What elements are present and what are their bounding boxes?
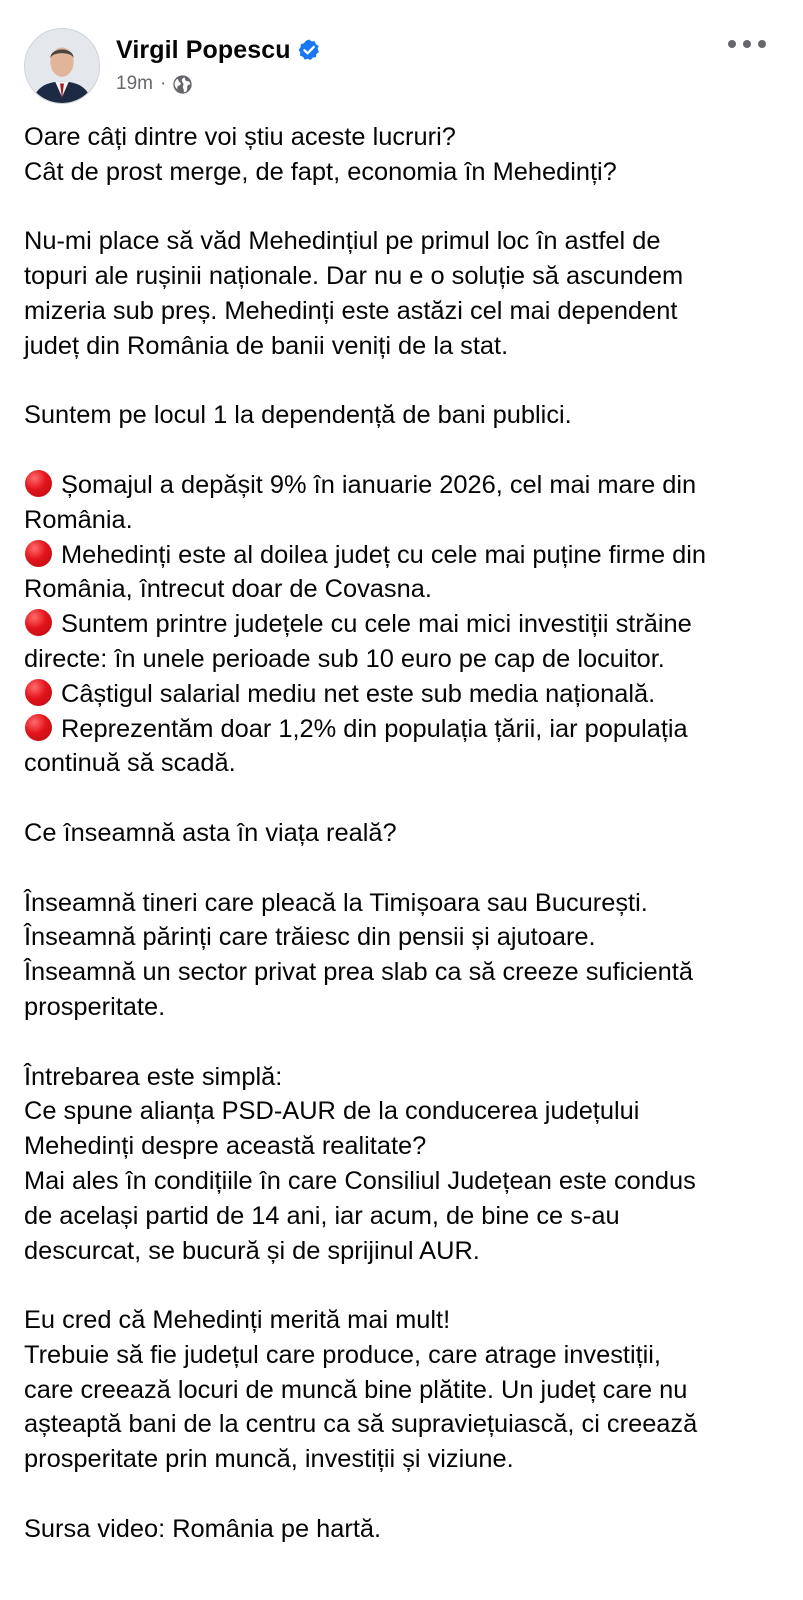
bullet-item	[24, 538, 784, 573]
post-text-line: Înseamnă un sector privat prea slab ca să creeze suficientă	[24, 958, 693, 987]
post-text-line: prosperitate.	[24, 992, 166, 1021]
red-circle-icon	[25, 679, 52, 706]
paragraph-gap	[24, 781, 784, 816]
post-header	[24, 28, 779, 108]
bullet-text: Câștigul salarial mediu net este sub media națională.	[61, 679, 656, 708]
bullet-text: Suntem printre județele cu cele mai mici investiții străine	[61, 610, 692, 639]
meta-separator: ·	[159, 73, 167, 94]
post-text-line: Înseamnă tineri care pleacă la Timișoara sau București.	[24, 888, 648, 917]
bullet-continuation: continuă să scadă.	[24, 749, 236, 778]
post-text-line: Sursa video: România pe hartă.	[24, 1514, 382, 1543]
post-text-line: descurcat, se bucură și de sprijinul AUR.	[24, 1236, 480, 1265]
post-text-line: care creează locuri de muncă bine plătite. Un județ care nu	[24, 1375, 688, 1404]
bullet-text: Reprezentăm doar 1,2% din populația țării, iar populația	[61, 714, 688, 743]
paragraph-gap	[24, 1268, 784, 1303]
post-text-line: județ din România de banii veniți de la stat.	[24, 331, 509, 360]
post-meta	[116, 70, 193, 98]
post-text-line: Cât de prost merge, de fapt, economia în Mehedinți?	[24, 157, 617, 186]
avatar[interactable]	[24, 28, 100, 104]
post-text-line: Nu-mi place să văd Mehedințiul pe primul loc în astfel de	[24, 227, 661, 256]
post-text-line: Ce spune alianța PSD-AUR de la conducerea județului	[24, 1097, 640, 1126]
more-options-icon	[727, 39, 767, 49]
post-text-line: Suntem pe locul 1 la dependență de bani publici.	[24, 401, 572, 430]
globe-icon[interactable]	[172, 74, 193, 95]
paragraph-gap	[24, 433, 784, 468]
red-circle-icon	[25, 714, 52, 741]
paragraph-gap	[24, 851, 784, 886]
post-timestamp[interactable]: 19m	[116, 73, 153, 94]
author-name[interactable]: Virgil Popescu	[116, 35, 291, 64]
post-text-line: topuri ale rușinii naționale. Dar nu e o soluție să ascundem	[24, 262, 684, 291]
bullet-item	[24, 607, 784, 642]
paragraph-gap	[24, 190, 784, 225]
post-text-line: Ce înseamnă asta în viața reală?	[24, 818, 397, 847]
avatar-image	[25, 29, 99, 103]
post-text-line: Eu cred că Mehedinți merită mai mult!	[24, 1306, 451, 1335]
paragraph-gap	[24, 1477, 784, 1512]
post-text-line: Întrebarea este simplă:	[24, 1062, 283, 1091]
red-circle-icon	[25, 540, 52, 567]
red-circle-icon	[25, 470, 52, 497]
post-text-line: Înseamnă părinți care trăiesc din pensii și ajutoare.	[24, 923, 596, 952]
post-text-line: Trebuie să fie județul care produce, care atrage investiții,	[24, 1340, 661, 1369]
bullet-item	[24, 712, 784, 747]
post-text-line: așteaptă bani de la centru ca să supraviețuiască, ci creează	[24, 1410, 698, 1439]
post-text-line: Oare câți dintre voi știu aceste lucruri?	[24, 123, 456, 151]
post-text-line: prosperitate prin muncă, investiții și viziune.	[24, 1445, 514, 1474]
bullet-continuation: România, întrecut doar de Covasna.	[24, 575, 432, 604]
author-row	[116, 32, 321, 68]
post-text-line: Mai ales în condițiile în care Consiliul Județean este condus	[24, 1166, 696, 1195]
verified-badge-icon	[297, 38, 321, 62]
paragraph-gap	[24, 1025, 784, 1060]
bullet-text: Șomajul a depășit 9% în ianuarie 2026, cel mai mare din	[61, 470, 697, 499]
bullet-item	[24, 677, 784, 712]
more-options-button[interactable]	[725, 30, 769, 58]
bullet-item	[24, 468, 784, 503]
bullet-continuation: România.	[24, 505, 133, 534]
post-text-line: mizeria sub preș. Mehedinți este astăzi cel mai dependent	[24, 296, 678, 325]
red-circle-icon	[25, 609, 52, 636]
post-body	[24, 120, 784, 1547]
post-text-line: Mehedinți despre această realitate?	[24, 1132, 427, 1161]
paragraph-gap	[24, 364, 784, 399]
bullet-text: Mehedinți este al doilea județ cu cele mai puține firme din	[61, 540, 707, 569]
bullet-continuation: directe: în unele perioade sub 10 euro pe cap de locuitor.	[24, 644, 665, 673]
post-text-line: de același partid de 14 ani, iar acum, de bine ce s-au	[24, 1201, 620, 1230]
